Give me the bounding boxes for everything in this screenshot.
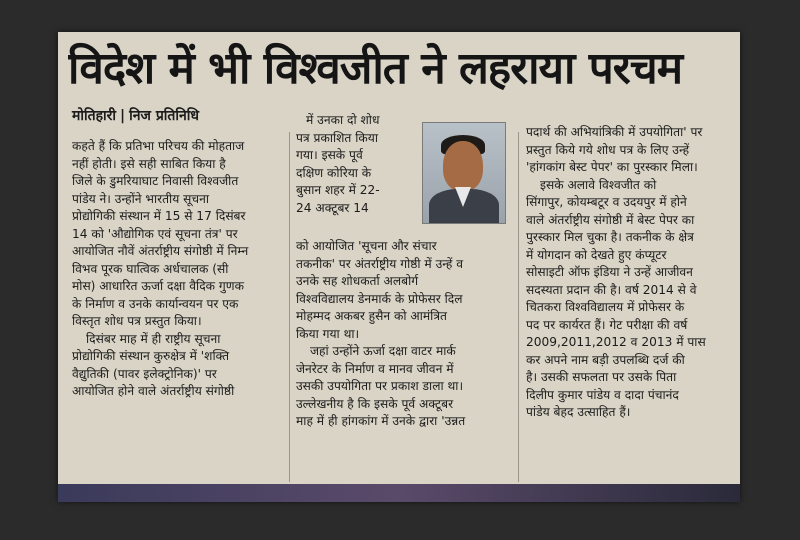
text-line: दक्षिण कोरिया के <box>296 165 372 180</box>
column-2-bottom-text <box>296 238 512 431</box>
text-line: पांडेय ने। उन्होंने भारतीय सूचना <box>72 191 210 206</box>
text-line: कहते हैं कि प्रतिभा परिचय की मोहताज <box>72 139 245 153</box>
byline-place: मोतिहारी <box>72 108 117 124</box>
text-line: वैद्युतिकी (पावर इलेक्ट्रोनिक)' पर <box>72 366 217 381</box>
byline <box>72 106 312 125</box>
text-line: पुरस्कार मिल चुका है। तकनीक के क्षेत्र <box>526 230 694 244</box>
text-line: को आयोजित 'सूचना और संचार <box>296 239 437 253</box>
text-line: प्रोद्योगिकी संस्थान कुरुक्षेत्र में 'शक्ति <box>72 349 230 363</box>
text-line: कर अपने नाम बड़ी उपलब्धि दर्ज की <box>526 352 685 367</box>
column-2-top-text <box>296 112 426 217</box>
text-line: सिंगापुर, कोयम्बटूर व उदयपुर में होने <box>526 195 687 209</box>
text-line: जहां उन्होंने ऊर्जा दक्षा वाटर मार्क <box>310 344 456 358</box>
text-line: पत्र प्रकाशित किया <box>296 130 378 145</box>
text-line: किया गया था। <box>296 326 360 341</box>
portrait-photo <box>422 122 506 224</box>
column-divider <box>289 132 290 482</box>
text-line: दिलीप कुमार पांडेय व दादा पंचानंद <box>526 387 679 402</box>
text-line: माह में ही हांगकांग में उनके द्वारा 'उन्नत <box>296 414 466 428</box>
text-line: आयोजित होने वाले अंतर्राष्ट्रीय संगोष्ठी <box>72 384 235 398</box>
text-line: 24 अक्टूबर 14 <box>296 200 369 215</box>
text-line: 2009,2011,2012 व 2013 में पास <box>526 335 706 349</box>
text-line: चितकरा विश्वविद्यालय में प्रोफेसर के <box>526 300 685 314</box>
byline-source: निज प्रतिनिधि <box>129 108 200 124</box>
text-line: पदार्थ की अभियांत्रिकी में उपयोगिता' पर <box>526 125 703 139</box>
text-line: पांडेय बेहद उत्साहित हैं। <box>526 405 631 419</box>
text-line: है। उसकी सफलता पर उसके पिता <box>526 370 677 384</box>
text-line: इसके अलावे विश्वजीत को <box>540 177 657 192</box>
text-line: पद पर कार्यरत हैं। गेट परीक्षा की वर्ष <box>526 317 688 332</box>
text-line: प्रस्तुत किये गये शोध पत्र के लिए उन्हें <box>526 142 690 157</box>
text-line: तकनीक' पर अंतर्राष्ट्रीय गोष्ठी में उन्हें व <box>296 256 464 271</box>
text-line: सदस्यता प्रदान की है। वर्ष 2014 से वे <box>526 282 697 297</box>
text-line: विभव पूरक घात्विक अर्धचालक (सी <box>72 261 229 276</box>
text-line: मोहम्मद अकबर हुसैन को आमंत्रित <box>296 309 447 323</box>
text-line: उल्लेखनीय है कि इसके पूर्व अक्टूबर <box>296 396 454 411</box>
text-line: बुसान शहर में 22- <box>296 183 380 197</box>
text-line: प्रोद्योगिकी संस्थान में 15 से 17 दिसंबर <box>72 209 246 223</box>
text-line: 'हांगकांग बेस्ट पेपर' का पुरस्कार मिला। <box>526 160 698 174</box>
byline-separator: | <box>120 108 126 124</box>
text-line: विश्वविद्यालय डेनमार्क के प्रोफेसर दिल <box>296 291 463 306</box>
article-column-3 <box>526 124 734 496</box>
text-line: के निर्माण व उनके कार्यान्वयन पर एक <box>72 296 239 311</box>
text-line: सोसाइटी ऑफ इंडिया ने उन्हें आजीवन <box>526 265 693 279</box>
text-line: दिसंबर माह में ही राष्ट्रीय सूचना <box>86 331 221 346</box>
article-column-1 <box>72 138 284 498</box>
text-line: नहीं होती। इसे सही साबित किया है <box>72 156 226 171</box>
text-line: आयोजित नौवें अंतर्राष्ट्रीय संगोष्ठी में निम्न <box>72 244 249 258</box>
text-line: जेनरेटर के निर्माण व मानव जीवन में <box>296 361 454 376</box>
column-divider <box>518 132 519 482</box>
text-line: जिले के डुमरियाघाट निवासी विश्वजीत <box>72 174 239 188</box>
text-line: विस्तृत शोध पत्र प्रस्तुत किया। <box>72 314 202 328</box>
headline: विदेश में भी विश्वजीत ने लहराया परचम <box>68 43 683 94</box>
text-line: वाले अंतर्राष्ट्रीय संगोष्ठी में बेस्ट पेपर का <box>526 212 695 227</box>
text-line: उसकी उपयोगिता पर प्रकाश डाला था। <box>296 379 464 393</box>
text-line: में योगदान को देखते हुए कंप्यूटर <box>526 247 667 262</box>
text-line: 14 को 'औद्योगिक एवं सूचना तंत्र' पर <box>72 226 238 241</box>
text-line: मोस) आधारित ऊर्जा दक्षा वैदिक गुणक <box>72 279 244 293</box>
text-line: उनके सह शोधकर्ता अलबोर्ग <box>296 274 419 288</box>
portrait-face <box>443 141 483 191</box>
text-line: गया। इसके पूर्व <box>296 148 363 162</box>
newspaper-clipping <box>58 32 740 502</box>
adjacent-clipping-edge <box>58 484 740 502</box>
text-line: में उनका दो शोध <box>306 113 380 127</box>
